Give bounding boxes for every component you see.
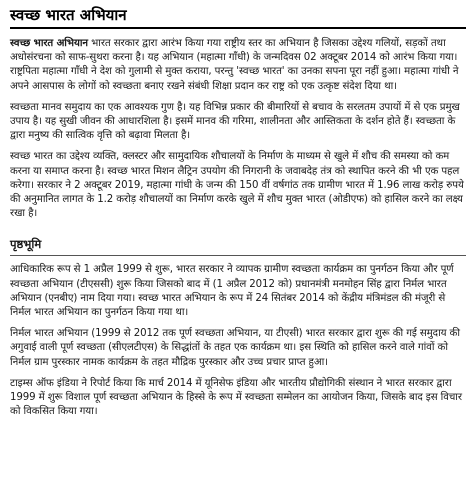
background-paragraph-conference: टाइम्स ऑफ इंडिया ने रिपोर्ट किया कि मार्च 2014 में यूनिसेफ इंडिया और भारतीय प्रौद्योगिकी संस्थान ने भारत सरकार द्वारा 1999 में शुरू विशाल पूर्ण स्वच्छता अभियान के हिस्से के रूप में स्वच्छता सम्मेलन का आयोजन किया, जिसके बाद इस विचार को विकसित किया गया।	[10, 377, 462, 418]
intro-paragraph	[10, 37, 466, 94]
body-paragraph-objective: स्वच्छ भारत का उद्देश्य व्यक्ति, क्लस्टर और सामुदायिक शौचालयों के निर्माण के माध्यम से खुले में शौच की समस्या को कम करना या समाप्त करना है। स्वच्छ भारत मिशन लैट्रिन उपयोग की निगरानी के जवाबदेह तंत्र को स्थापित करने की भी एक पहल करेगा। सरकार ने 2 अक्टूबर 2019, महात्मा गांधी के जन्म की 150 वीं वर्षगांठ तक ग्रामीण भारत में 1.96 लाख करोड़ रुपये की अनुमानित लागत के 1.2 करोड़ शौचालयों का निर्माण करके खुले में शौच मुक्त भारत (ओडीएफ) को हासिल करने का लक्ष्य रखा है।	[10, 151, 464, 220]
title-divider	[10, 27, 466, 29]
document-title: स्वच्छ भारत अभियान	[10, 6, 127, 24]
intro-paragraph-text: भारत सरकार द्वारा आरंभ किया गया राष्ट्रीय स्तर का अभियान है जिसका उद्देश्य गलियों, सड़कों तथा अधोसंरचना को साफ-सुथरा करना है। यह अभियान (महात्मा गाँधी) के जन्मदिवस 02 अक्टूबर 2014 को आरंभ किया गया। राष्ट्रपिता महात्मा गाँधी ने देश को गुलामी से मुक्त कराया, परन्तु 'स्वच्छ भारत' का उनका सपना पूरा नहीं हुआ। महात्मा गांधी ने अपने आसपास के लोगों को स्वच्छता बनाए रखने संबंधी शिक्षा प्रदान कर राष्ट्र को एक उत्कृष्ट संदेश दिया था।	[10, 38, 459, 92]
body-paragraph-cleanliness: स्वच्छता मानव समुदाय का एक आवश्यक गुण है। यह विभिन्न प्रकार की बीमारियों से बचाव के सरलतम उपायों में से एक प्रमुख उपाय है। यह सुखी जीवन की आधारशिला है। इसमें मानव की गरिमा, शालीनता और आस्तिकता के दर्शन होते हैं। स्वच्छता के द्वारा मनुष्य की सात्विक वृत्ति को बढ़ावा मिलता है।	[10, 101, 460, 142]
intro-lead-phrase: स्वच्छ भारत अभियान	[10, 38, 88, 49]
section-heading-background: पृष्ठभूमि	[10, 237, 42, 252]
section-divider	[10, 255, 466, 256]
background-paragraph-nba: निर्मल भारत अभियान (1999 से 2012 तक पूर्ण स्वच्छता अभियान, या टीएसी) भारत सरकार द्वारा शुरू की गई समुदाय की अगुवाई वाली पूर्ण स्वच्छता (सीएलटीएस) के सिद्धांतों के तहत एक कार्यक्रम था। इस स्थिति को हासिल करने वाले गांवों को निर्मल ग्राम पुरस्कार नामक कार्यक्रम के तहत मौद्रिक पुरस्कार और उच्च प्रचार प्राप्त हुआ।	[10, 328, 460, 368]
background-paragraph-history: आधिकारिक रूप से 1 अप्रैल 1999 से शुरू, भारत सरकार ने व्यापक ग्रामीण स्वच्छता कार्यक्रम का पुनर्गठन किया और पूर्ण स्वच्छता अभियान (टीएससी) शुरू किया जिसको बाद में (1 अप्रैल 2012 को) प्रधानमंत्री मनमोहन सिंह द्वारा निर्मल भारत अभियान (एनबीए) नाम दिया गया। स्वच्छ भारत अभियान के रूप में 24 सितंबर 2014 को केंद्रीय मंत्रिमंडल की मंजूरी से निर्मल भारत अभियान का पुनर्गठन किया गया था।	[10, 264, 454, 319]
